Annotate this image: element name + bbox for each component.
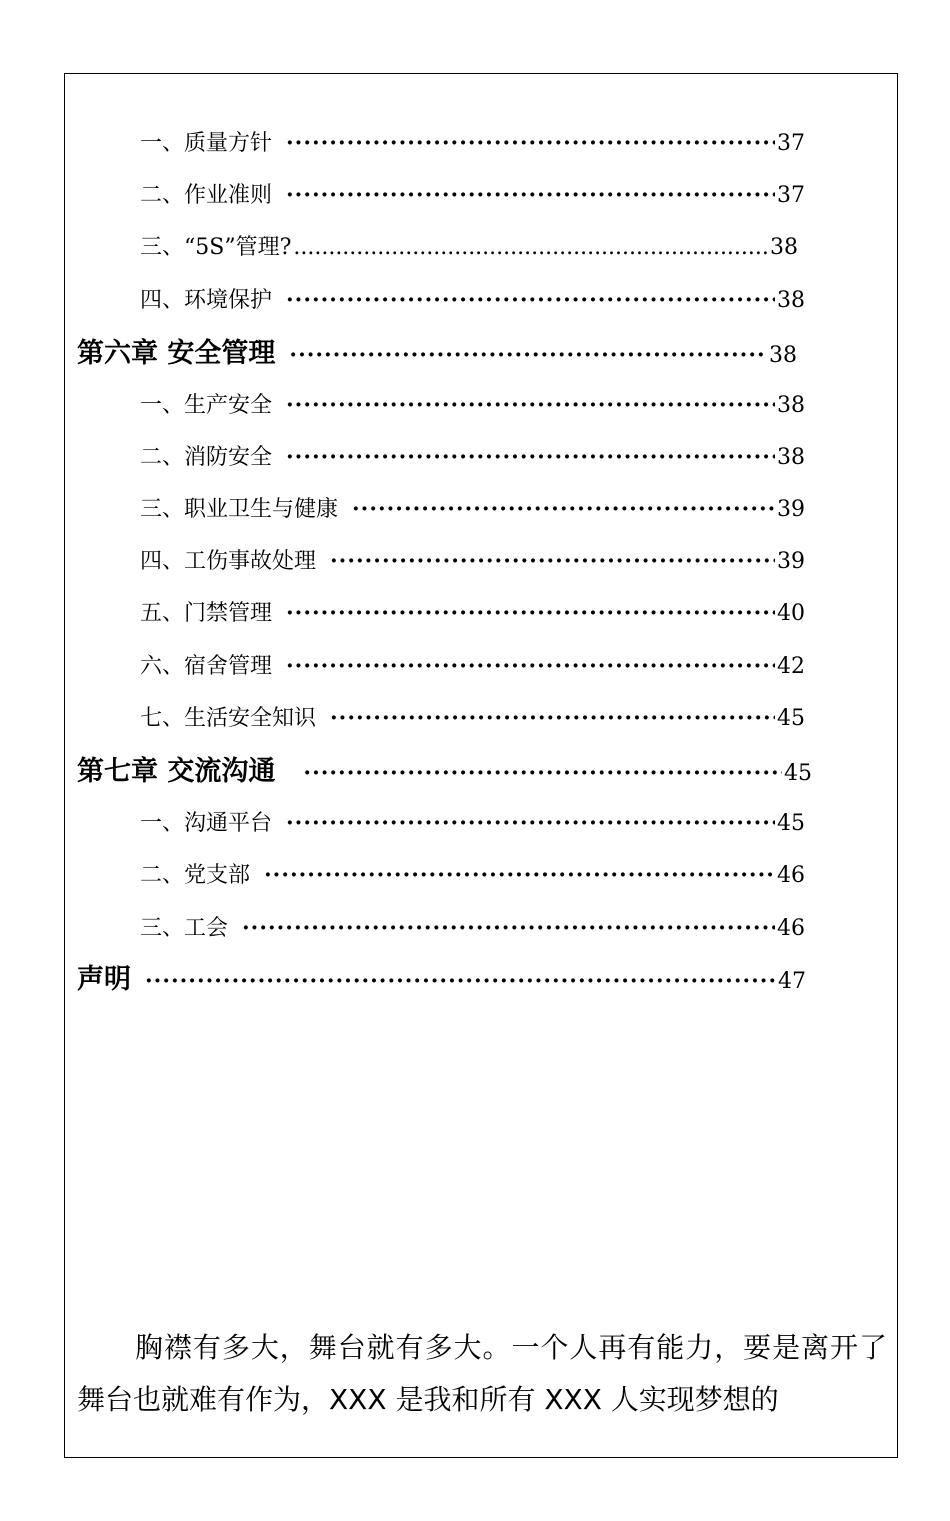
toc-entry-label: 三、职业卫生与健康 <box>140 497 339 522</box>
toc-dot-leader <box>286 390 775 420</box>
toc-entry[interactable] <box>140 598 805 628</box>
toc-entry-label: 二、党支部 <box>140 863 251 888</box>
toc-entry-label: 一、质量方针 <box>140 131 273 156</box>
toc-page-number: 45 <box>784 761 812 786</box>
toc-entry-label: 六、宿舍管理 <box>140 654 273 679</box>
toc-entry-label: 四、工伤事故处理 <box>140 549 317 574</box>
toc-page-number: 37 <box>777 131 805 156</box>
toc-entry-label: 二、作业准则 <box>140 183 273 208</box>
toc-dot-leader <box>293 233 768 263</box>
toc-chapter-entry[interactable] <box>77 336 797 372</box>
toc-entry[interactable] <box>140 860 805 890</box>
toc-entry-label: 三、工会 <box>140 916 229 941</box>
toc-entry[interactable] <box>140 442 805 472</box>
toc-entry[interactable] <box>140 180 805 210</box>
toc-entry-label: 二、消防安全 <box>140 445 273 470</box>
toc-page-number: 40 <box>777 601 805 626</box>
toc-dot-leader <box>264 860 775 890</box>
toc-dot-leader <box>286 442 775 472</box>
toc-entry-label: 四、环境保护 <box>140 288 273 313</box>
toc-dot-leader <box>242 913 775 943</box>
toc-page-number: 39 <box>777 497 805 522</box>
toc-dot-leader <box>145 963 776 998</box>
toc-entry-label: 一、沟通平台 <box>140 811 273 836</box>
toc-chapter-label: 声明 <box>77 964 131 995</box>
toc-page-number: 45 <box>777 811 805 836</box>
toc-dot-leader <box>286 651 775 681</box>
toc-entry-label: 七、生活安全知识 <box>140 706 317 731</box>
toc-dot-leader <box>286 128 775 158</box>
toc-dot-leader <box>286 180 775 210</box>
toc-entry-label: 五、门禁管理 <box>140 601 273 626</box>
toc-chapter-label: 第七章 交流沟通 <box>77 756 276 787</box>
toc-entry[interactable] <box>140 128 805 158</box>
toc-entry-label: 一、生产安全 <box>140 393 273 418</box>
toc-page-number: 37 <box>777 183 805 208</box>
toc-page-number: 38 <box>770 235 798 260</box>
intro-paragraph: 胸襟有多大，舞台就有多大。一个人再有能力，要是离开了舞台也就难有作为，XXX 是我和所有 XXX 人实现梦想的 <box>77 1331 887 1416</box>
toc-entry-label: 三、“5S”管理? <box>140 235 292 260</box>
toc-dot-leader <box>286 808 775 838</box>
toc-page-number: 38 <box>777 445 805 470</box>
toc-page-number: 38 <box>777 288 805 313</box>
toc-entry[interactable] <box>140 546 805 576</box>
toc-dot-leader <box>303 755 782 790</box>
toc-entry[interactable] <box>140 494 805 524</box>
toc-page-number: 45 <box>777 706 805 731</box>
toc-dot-leader <box>330 703 775 733</box>
toc-page-number: 38 <box>777 393 805 418</box>
toc-page-number: 46 <box>777 916 805 941</box>
toc-page-number: 47 <box>778 969 806 994</box>
toc-page-number: 46 <box>777 863 805 888</box>
toc-page-number: 42 <box>777 654 805 679</box>
toc-dot-leader <box>286 285 775 315</box>
toc-entry[interactable] <box>140 233 798 263</box>
toc-dot-leader <box>352 494 775 524</box>
toc-entry[interactable] <box>140 285 805 315</box>
toc-entry[interactable] <box>140 390 805 420</box>
toc-chapter-entry[interactable] <box>77 962 806 998</box>
toc-page-number: 39 <box>777 549 805 574</box>
toc-dot-leader <box>286 598 775 628</box>
toc-chapter-label: 第六章 安全管理 <box>77 338 276 369</box>
toc-entry[interactable] <box>140 703 805 733</box>
toc-dot-leader <box>330 546 775 576</box>
toc-dot-leader <box>289 337 767 372</box>
toc-entry[interactable] <box>140 651 805 681</box>
toc-chapter-entry[interactable] <box>77 754 812 790</box>
toc-entry[interactable] <box>140 808 805 838</box>
toc-page-number: 38 <box>769 343 797 368</box>
toc-entry[interactable] <box>140 913 805 943</box>
